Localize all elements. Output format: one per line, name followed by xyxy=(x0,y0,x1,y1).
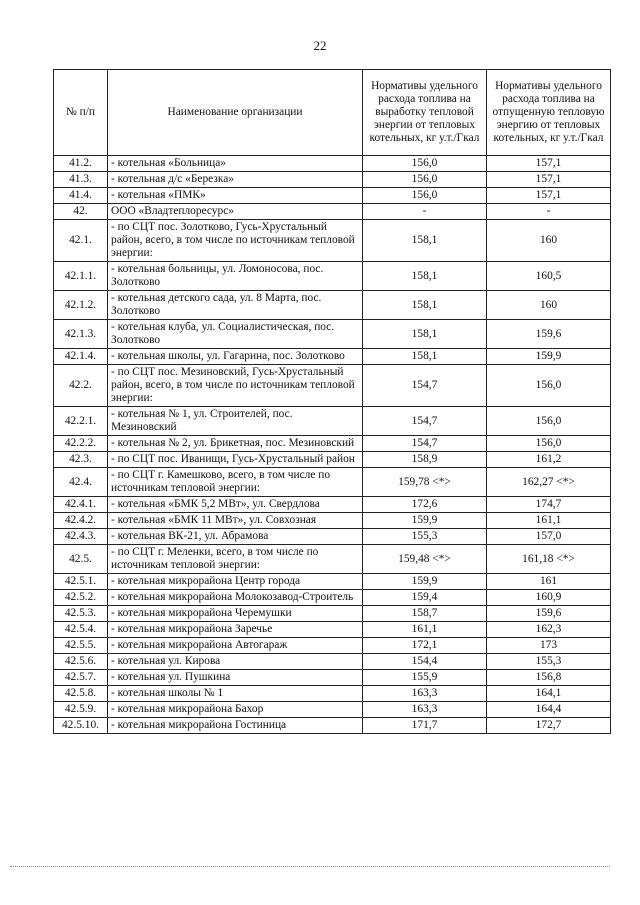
supplied-norm-value: 157,1 xyxy=(487,188,611,204)
table-row xyxy=(54,365,611,407)
row-number: 42.5.7. xyxy=(54,670,108,686)
table-row xyxy=(54,156,611,172)
organization-name: - котельная детского сада, ул. 8 Марта, пос. Золотково xyxy=(108,291,363,320)
table-row xyxy=(54,513,611,529)
generation-norm-value: 158,1 xyxy=(363,349,487,365)
organization-name: - котельная школы, ул. Гагарина, пос. Золотково xyxy=(108,349,363,365)
table-row xyxy=(54,349,611,365)
organization-name: - котельная «Больница» xyxy=(108,156,363,172)
supplied-norm-value: 162,3 xyxy=(487,622,611,638)
row-number: 42.5.1. xyxy=(54,574,108,590)
table-row xyxy=(54,718,611,734)
row-number: 42.4.1. xyxy=(54,497,108,513)
generation-norm-value: 159,78 <*> xyxy=(363,468,487,497)
table-row xyxy=(54,436,611,452)
generation-norm-value: 158,7 xyxy=(363,606,487,622)
organization-name: - котельная «БМК 11 МВт», ул. Совхозная xyxy=(108,513,363,529)
supplied-norm-value: 159,6 xyxy=(487,606,611,622)
table-row xyxy=(54,262,611,291)
row-number: 42.5.8. xyxy=(54,686,108,702)
supplied-norm-value: 162,27 <*> xyxy=(487,468,611,497)
supplied-norm-value: 156,0 xyxy=(487,365,611,407)
generation-norm-value: 154,4 xyxy=(363,654,487,670)
generation-norm-value: 171,7 xyxy=(363,718,487,734)
table-row xyxy=(54,574,611,590)
supplied-norm-value: 172,7 xyxy=(487,718,611,734)
organization-name: - по СЦТ пос. Иванищи, Гусь-Хрустальный район xyxy=(108,452,363,468)
scan-dotted-line xyxy=(10,866,610,867)
organization-name: - котельная школы № 1 xyxy=(108,686,363,702)
table-row xyxy=(54,638,611,654)
norms-table xyxy=(53,69,611,734)
header-num: № п/п xyxy=(54,70,108,156)
supplied-norm-value: 156,0 xyxy=(487,407,611,436)
row-number: 42.5.6. xyxy=(54,654,108,670)
table-row xyxy=(54,654,611,670)
table-header-row xyxy=(54,70,611,156)
organization-name: - по СЦТ г. Меленки, всего, в том числе по источникам тепловой энергии: xyxy=(108,545,363,574)
generation-norm-value: 159,9 xyxy=(363,574,487,590)
generation-norm-value: 158,9 xyxy=(363,452,487,468)
row-number: 42.5.3. xyxy=(54,606,108,622)
table-row xyxy=(54,320,611,349)
generation-norm-value: 158,1 xyxy=(363,220,487,262)
supplied-norm-value: 160,9 xyxy=(487,590,611,606)
generation-norm-value: 172,1 xyxy=(363,638,487,654)
header-supplied-norm: Нормативы удельного расхода топлива на отпущенную тепловую энергию от тепловых котельных, кг у.т./Гкал xyxy=(487,70,611,156)
generation-norm-value: 172,6 xyxy=(363,497,487,513)
row-number: 42.2.2. xyxy=(54,436,108,452)
generation-norm-value: 154,7 xyxy=(363,365,487,407)
organization-name: - котельная микрорайона Автогараж xyxy=(108,638,363,654)
generation-norm-value: 158,1 xyxy=(363,291,487,320)
organization-name: - по СЦТ г. Камешково, всего, в том числе по источникам тепловой энергии: xyxy=(108,468,363,497)
supplied-norm-value: 157,1 xyxy=(487,172,611,188)
organization-name: - по СЦТ пос. Золотково, Гусь-Хрустальный район, всего, в том числе по источникам тепловой энергии: xyxy=(108,220,363,262)
table-row xyxy=(54,452,611,468)
row-number: 42.4. xyxy=(54,468,108,497)
supplied-norm-value: 160 xyxy=(487,291,611,320)
organization-name: - котельная клуба, ул. Социалистическая, пос. Золотково xyxy=(108,320,363,349)
page-number: 22 xyxy=(313,38,327,53)
organization-name: - котельная «ПМК» xyxy=(108,188,363,204)
supplied-norm-value: 161 xyxy=(487,574,611,590)
organization-name: - котельная д/с «Березка» xyxy=(108,172,363,188)
header-generation-norm: Нормативы удельного расхода топлива на выработку тепловой энергии от тепловых котельных, кг у.т./Гкал xyxy=(363,70,487,156)
generation-norm-value: 159,9 xyxy=(363,513,487,529)
generation-norm-value: 156,0 xyxy=(363,172,487,188)
row-number: 42.5.9. xyxy=(54,702,108,718)
generation-norm-value: 155,3 xyxy=(363,529,487,545)
generation-norm-value: 159,48 <*> xyxy=(363,545,487,574)
row-number: 42.2.1. xyxy=(54,407,108,436)
table-row xyxy=(54,590,611,606)
supplied-norm-value: 173 xyxy=(487,638,611,654)
organization-name: - котельная № 2, ул. Брикетная, пос. Мезиновский xyxy=(108,436,363,452)
organization-name: - котельная «БМК 5,2 МВт», ул. Свердлова xyxy=(108,497,363,513)
supplied-norm-value: 161,18 <*> xyxy=(487,545,611,574)
row-number: 41.2. xyxy=(54,156,108,172)
supplied-norm-value: 156,0 xyxy=(487,436,611,452)
row-number: 42.5.5. xyxy=(54,638,108,654)
table-row xyxy=(54,188,611,204)
generation-norm-value: 161,1 xyxy=(363,622,487,638)
supplied-norm-value: 157,1 xyxy=(487,156,611,172)
row-number: 42.3. xyxy=(54,452,108,468)
supplied-norm-value: 161,1 xyxy=(487,513,611,529)
organization-name: - котельная микрорайона Центр города xyxy=(108,574,363,590)
table-row xyxy=(54,204,611,220)
table-row xyxy=(54,622,611,638)
table-row xyxy=(54,545,611,574)
table-row xyxy=(54,606,611,622)
row-number: 41.4. xyxy=(54,188,108,204)
supplied-norm-value: 164,4 xyxy=(487,702,611,718)
row-number: 42.4.2. xyxy=(54,513,108,529)
generation-norm-value: 158,1 xyxy=(363,320,487,349)
table-row xyxy=(54,468,611,497)
table-row xyxy=(54,407,611,436)
row-number: 42.5.10. xyxy=(54,718,108,734)
supplied-norm-value: 155,3 xyxy=(487,654,611,670)
table-row xyxy=(54,670,611,686)
generation-norm-value: 156,0 xyxy=(363,156,487,172)
supplied-norm-value: 159,6 xyxy=(487,320,611,349)
generation-norm-value: 155,9 xyxy=(363,670,487,686)
supplied-norm-value: 156,8 xyxy=(487,670,611,686)
supplied-norm-value: 160,5 xyxy=(487,262,611,291)
row-number: 42.5. xyxy=(54,545,108,574)
header-name: Наименование организации xyxy=(108,70,363,156)
row-number: 42.1.1. xyxy=(54,262,108,291)
organization-name: - котельная микрорайона Бахор xyxy=(108,702,363,718)
table-row xyxy=(54,291,611,320)
generation-norm-value: 158,1 xyxy=(363,262,487,291)
table-row xyxy=(54,172,611,188)
organization-name: - котельная микрорайона Черемушки xyxy=(108,606,363,622)
supplied-norm-value: 160 xyxy=(487,220,611,262)
row-number: 42.4.3. xyxy=(54,529,108,545)
generation-norm-value: 159,4 xyxy=(363,590,487,606)
table-row xyxy=(54,220,611,262)
organization-name: - котельная № 1, ул. Строителей, пос. Мезиновский xyxy=(108,407,363,436)
table-body xyxy=(54,156,611,734)
organization-name: - по СЦТ пос. Мезиновский, Гусь-Хрустальный район, всего, в том числе по источникам тепловой энергии: xyxy=(108,365,363,407)
organization-name: - котельная микрорайона Заречье xyxy=(108,622,363,638)
supplied-norm-value: 161,2 xyxy=(487,452,611,468)
table-row xyxy=(54,686,611,702)
organization-name: - котельная ул. Кирова xyxy=(108,654,363,670)
generation-norm-value: 154,7 xyxy=(363,436,487,452)
row-number: 42.5.4. xyxy=(54,622,108,638)
organization-name: - котельная микрорайона Гостиница xyxy=(108,718,363,734)
organization-name: - котельная ВК-21, ул. Абрамова xyxy=(108,529,363,545)
table-row xyxy=(54,529,611,545)
organization-name: - котельная микрорайона Молокозавод-Строитель xyxy=(108,590,363,606)
supplied-norm-value: 164,1 xyxy=(487,686,611,702)
row-number: 41.3. xyxy=(54,172,108,188)
generation-norm-value: 156,0 xyxy=(363,188,487,204)
organization-name: ООО «Владтеплоресурс» xyxy=(108,204,363,220)
generation-norm-value: 154,7 xyxy=(363,407,487,436)
organization-name: - котельная больницы, ул. Ломоносова, пос. Золотково xyxy=(108,262,363,291)
row-number: 42.1.4. xyxy=(54,349,108,365)
generation-norm-value: 163,3 xyxy=(363,686,487,702)
generation-norm-value: 163,3 xyxy=(363,702,487,718)
row-number: 42.1.3. xyxy=(54,320,108,349)
supplied-norm-value: 159,9 xyxy=(487,349,611,365)
table-row xyxy=(54,497,611,513)
row-number: 42.1.2. xyxy=(54,291,108,320)
supplied-norm-value: - xyxy=(487,204,611,220)
row-number: 42. xyxy=(54,204,108,220)
row-number: 42.1. xyxy=(54,220,108,262)
supplied-norm-value: 157,0 xyxy=(487,529,611,545)
supplied-norm-value: 174,7 xyxy=(487,497,611,513)
table-row xyxy=(54,702,611,718)
organization-name: - котельная ул. Пушкина xyxy=(108,670,363,686)
row-number: 42.5.2. xyxy=(54,590,108,606)
generation-norm-value: - xyxy=(363,204,487,220)
row-number: 42.2. xyxy=(54,365,108,407)
